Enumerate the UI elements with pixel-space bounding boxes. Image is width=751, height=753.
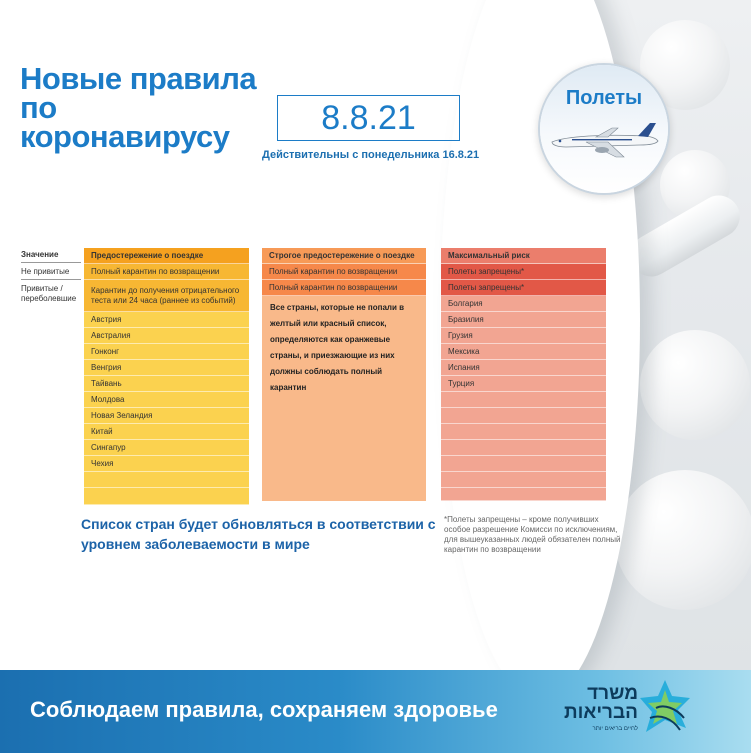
empty-row bbox=[441, 456, 606, 472]
flights-badge bbox=[538, 63, 670, 195]
country-item: Молдова bbox=[84, 392, 249, 408]
unvaccinated-rule: Полеты запрещены* bbox=[441, 264, 606, 280]
country-item: Бразилия bbox=[441, 312, 606, 328]
country-item: Австрия bbox=[84, 312, 249, 328]
legend-vaccinated: Привитые /переболевшие bbox=[21, 284, 77, 303]
column-header: Строгое предостережение о поездке bbox=[262, 248, 426, 264]
column-header: Максимальный риск bbox=[441, 248, 606, 264]
footer-banner bbox=[0, 670, 751, 753]
country-item: Турция bbox=[441, 376, 606, 392]
strict-body bbox=[262, 296, 426, 501]
empty-row bbox=[441, 472, 606, 488]
badge-label: Полеты bbox=[565, 87, 643, 109]
divider bbox=[21, 279, 81, 280]
country-item: Чехия bbox=[84, 456, 249, 472]
footnote: *Полеты запрещены – кроме получивших особое разрешение Комисси по исключениям, для вышеуказанных людей обязателен полный карантин по возвращении bbox=[444, 515, 621, 554]
unvaccinated-rule: Полный карантин по возвращении bbox=[84, 264, 249, 280]
logo-line2: הבריאות bbox=[563, 702, 638, 723]
update-note: Список стран будет обновляться в соответствии с уровнем заболеваемости в мире bbox=[81, 516, 436, 552]
logo-sub: לחיים בריאים יותר bbox=[592, 726, 638, 732]
country-item: Австралия bbox=[84, 328, 249, 344]
ministry-logo bbox=[563, 678, 693, 746]
country-item: Сингапур bbox=[84, 440, 249, 456]
strict-body-text: Все страны, которые не попали в желтый или красный список, определяются как оранжевые страны, и приезжающие из них должны соблюдать полный карантин bbox=[270, 303, 405, 392]
valid-from-text: Действительны с понедельника 16.8.21 bbox=[262, 149, 480, 161]
column-header: Предостережение о поездке bbox=[84, 248, 249, 264]
country-item: Новая Зеландия bbox=[84, 408, 249, 424]
strict-warning-column bbox=[262, 248, 426, 501]
pill-decoration bbox=[640, 330, 750, 440]
country-item: Болгария bbox=[441, 296, 606, 312]
travel-warning-column bbox=[84, 248, 249, 505]
country-item: Тайвань bbox=[84, 376, 249, 392]
vaccinated-rule: Полеты запрещены* bbox=[441, 280, 606, 296]
country-item: Испания bbox=[441, 360, 606, 376]
divider bbox=[21, 262, 81, 263]
country-item: Гонконг bbox=[84, 344, 249, 360]
legend-unvaccinated: Не привитые bbox=[21, 267, 70, 276]
empty-row bbox=[441, 440, 606, 456]
vaccinated-rule: Полный карантин по возвращении bbox=[262, 280, 426, 296]
country-item: Китай bbox=[84, 424, 249, 440]
logo-text bbox=[563, 683, 638, 723]
ministry-logo-icon bbox=[636, 678, 694, 744]
date-value: 8.8.21 bbox=[321, 98, 416, 137]
unvaccinated-rule: Полный карантин по возвращении bbox=[262, 264, 426, 280]
country-item: Мексика bbox=[441, 344, 606, 360]
logo-line1: משרד bbox=[587, 683, 638, 704]
empty-row bbox=[441, 392, 606, 408]
country-item: Грузия bbox=[441, 328, 606, 344]
date-box bbox=[277, 95, 460, 141]
slogan: Соблюдаем правила, сохраняем здоровье bbox=[30, 697, 498, 722]
empty-row bbox=[84, 488, 249, 505]
empty-row bbox=[441, 408, 606, 424]
legend-meaning: Значение bbox=[21, 250, 59, 259]
page-title: Новые правила по коронавирусу bbox=[20, 61, 257, 154]
airplane-icon bbox=[546, 120, 662, 160]
empty-row bbox=[441, 488, 606, 501]
max-risk-column bbox=[441, 248, 606, 501]
empty-row bbox=[84, 472, 249, 488]
country-item: Венгрия bbox=[84, 360, 249, 376]
pill-decoration bbox=[615, 470, 751, 610]
empty-row bbox=[441, 424, 606, 440]
vaccinated-rule: Карантин до получения отрицательного теста или 24 часа (раннее из событий) bbox=[84, 280, 249, 312]
